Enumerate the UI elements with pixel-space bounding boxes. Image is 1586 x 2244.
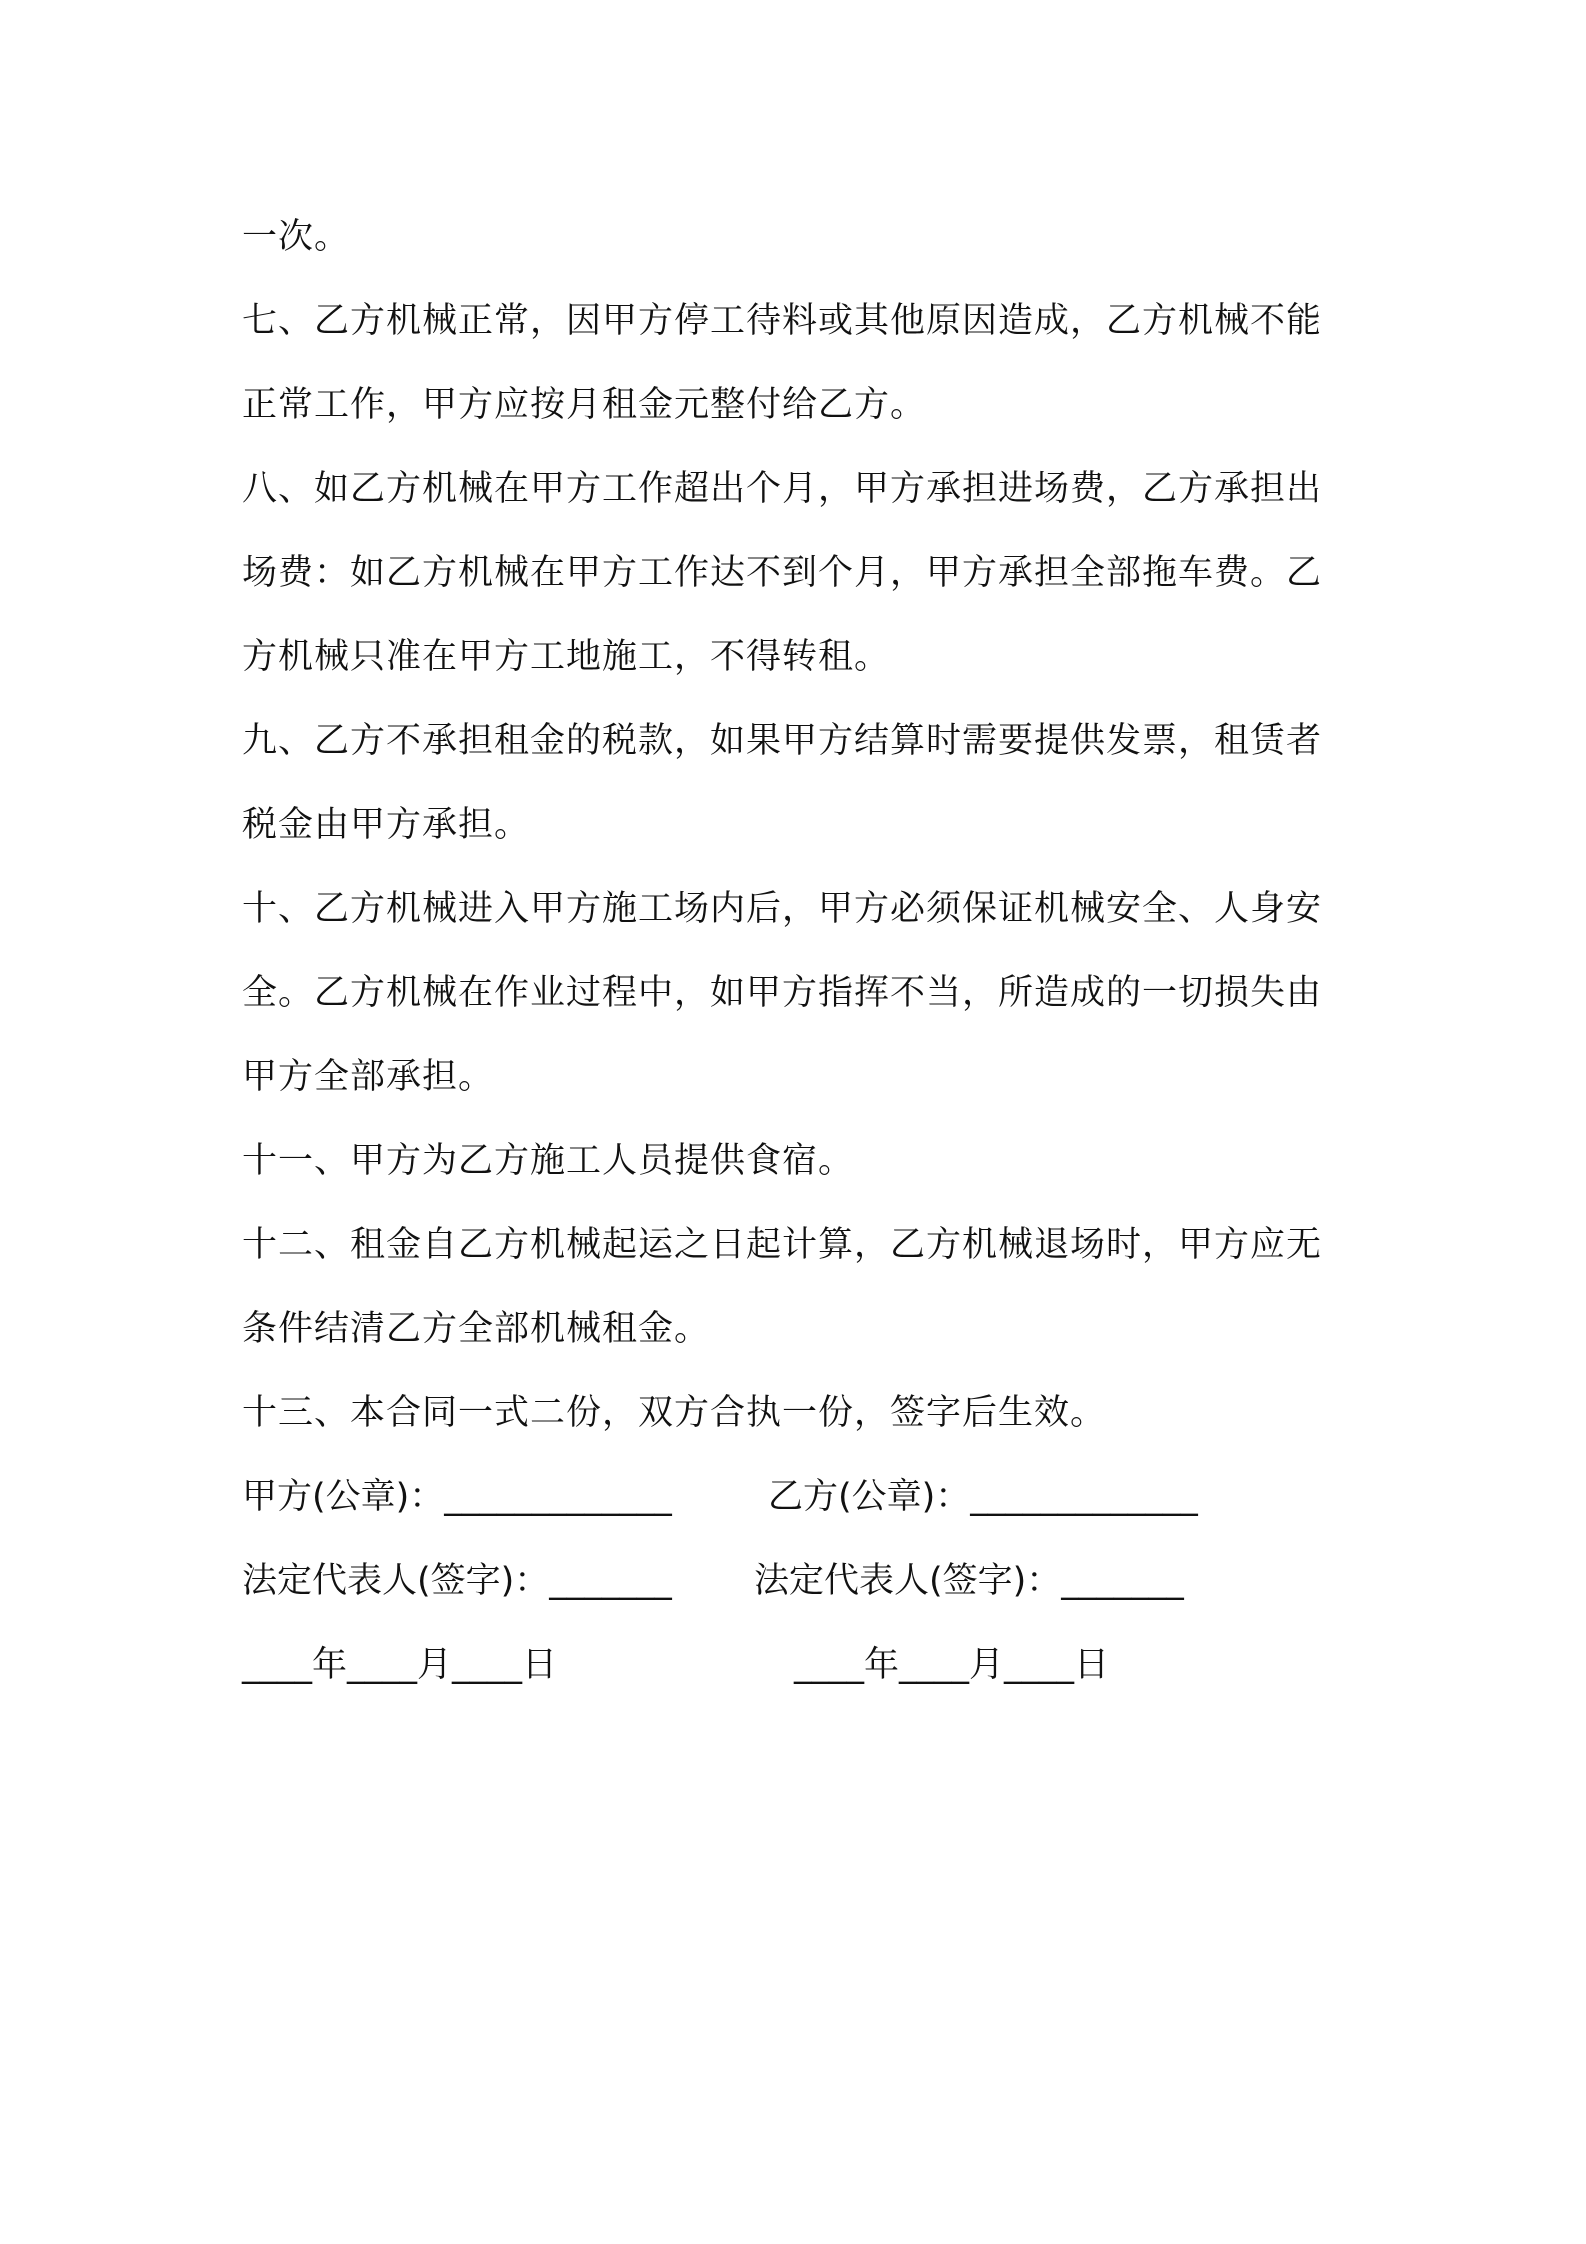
clause-7-line-2: 正常工作，甲方应按月租金元整付给乙方。 — [242, 385, 927, 425]
clause-8-line-3: 方机械只准在甲方工地施工，不得转租。 — [242, 637, 891, 677]
clause-13-line-1: 十三、本合同一式二份，双方合执一份，签字后生效。 — [242, 1393, 1107, 1433]
clause-12-line-2: 条件结清乙方全部机械租金。 — [242, 1309, 711, 1349]
signature-seal-row — [242, 1455, 1362, 1539]
clause-10-line-1: 十、乙方机械进入甲方施工场内后，甲方必须保证机械安全、人身安 — [242, 889, 1323, 929]
party-a-date-field[interactable]: ____年____月____日 — [242, 1645, 558, 1685]
party-b-seal-field[interactable]: 乙方(公章)：_____________ — [768, 1477, 1198, 1517]
clause-11-line-1: 十一、甲方为乙方施工人员提供食宿。 — [242, 1141, 855, 1181]
party-a-seal-field[interactable]: 甲方(公章)：_____________ — [242, 1477, 672, 1517]
clause-9-line-1: 九、乙方不承担租金的税款，如果甲方结算时需要提供发票，租赁者 — [242, 721, 1323, 761]
party-b-date-field[interactable]: ____年____月____日 — [794, 1645, 1110, 1685]
signature-rep-row — [242, 1539, 1362, 1623]
contract-body — [242, 195, 1362, 1707]
text-line: 一次。 — [242, 217, 351, 257]
party-a-rep-field[interactable]: 法定代表人(签字)：_______ — [242, 1561, 672, 1601]
clause-12-line-1: 十二、租金自乙方机械起运之日起计算，乙方机械退场时，甲方应无 — [242, 1225, 1323, 1265]
signature-date-row — [242, 1623, 1362, 1707]
clause-10-line-2: 全。乙方机械在作业过程中，如甲方指挥不当，所造成的一切损失由 — [242, 973, 1323, 1013]
clause-8-line-2: 场费：如乙方机械在甲方工作达不到个月，甲方承担全部拖车费。乙 — [242, 553, 1323, 593]
clause-9-line-2: 税金由甲方承担。 — [242, 805, 531, 845]
clause-8-line-1: 八、如乙方机械在甲方工作超出个月，甲方承担进场费，乙方承担出 — [242, 469, 1323, 509]
party-b-rep-field[interactable]: 法定代表人(签字)：_______ — [754, 1561, 1184, 1601]
clause-7-line-1: 七、乙方机械正常，因甲方停工待料或其他原因造成，乙方机械不能 — [242, 301, 1323, 341]
clause-10-line-3: 甲方全部承担。 — [242, 1057, 495, 1097]
